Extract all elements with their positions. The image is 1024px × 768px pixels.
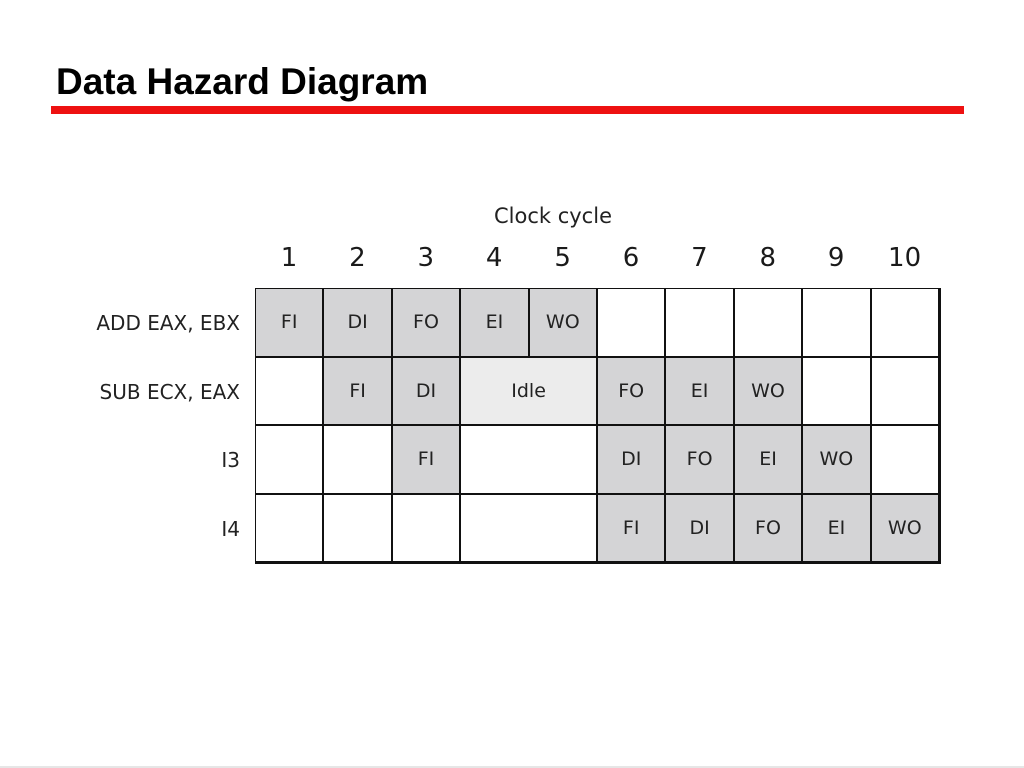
- stage-cell: DI: [323, 288, 391, 357]
- stage-cell: DI: [665, 494, 733, 563]
- stage-cell: WO: [802, 425, 870, 494]
- empty-cell: [871, 425, 939, 494]
- stage-cell: WO: [734, 357, 802, 426]
- empty-cell: [665, 288, 733, 357]
- cycle-number: 9: [827, 243, 845, 273]
- instruction-label: I4: [221, 516, 240, 541]
- empty-cell: [597, 288, 665, 357]
- stage-cell: FI: [392, 425, 460, 494]
- cycle-number: 3: [417, 243, 435, 273]
- stage-cell: EI: [734, 425, 802, 494]
- empty-cell: [734, 288, 802, 357]
- instruction-label: SUB ECX, EAX: [99, 379, 240, 404]
- empty-cell: [255, 425, 323, 494]
- stage-cell: EI: [665, 357, 733, 426]
- pipeline-grid: [255, 288, 941, 564]
- slide-title: Data Hazard Diagram: [56, 61, 429, 102]
- cycle-number: 2: [349, 243, 366, 273]
- stage-cell: EI: [802, 494, 870, 563]
- cycle-number: 7: [691, 243, 708, 273]
- stage-cell: FO: [734, 494, 802, 563]
- stage-cell: FI: [255, 288, 323, 357]
- empty-cell: [255, 357, 323, 426]
- cycle-number: 10: [888, 243, 922, 273]
- cycle-number: 4: [485, 243, 503, 273]
- empty-cell: [802, 288, 870, 357]
- stage-cell: WO: [529, 288, 597, 357]
- empty-cell: [255, 494, 323, 563]
- cycle-number: 8: [759, 243, 777, 273]
- instruction-label: ADD EAX, EBX: [96, 311, 240, 335]
- clock-cycle-caption: Clock cycle: [493, 204, 612, 228]
- empty-cell: [871, 288, 939, 357]
- stage-cell: DI: [597, 425, 665, 494]
- stage-cell: EI: [460, 288, 528, 357]
- empty-cell: [460, 494, 597, 563]
- empty-cell: [392, 494, 460, 563]
- stage-cell: WO: [871, 494, 939, 563]
- stage-cell: FO: [597, 357, 665, 426]
- idle-stage-cell: Idle: [460, 357, 597, 426]
- empty-cell: [323, 425, 391, 494]
- empty-cell: [871, 357, 939, 426]
- title-underline: [51, 106, 964, 114]
- stage-cell: FO: [392, 288, 460, 357]
- stage-cell: FI: [323, 357, 391, 426]
- empty-cell: [802, 357, 870, 426]
- cycle-number: 6: [622, 243, 640, 273]
- stage-cell: DI: [392, 357, 460, 426]
- cycle-number: 5: [554, 243, 571, 273]
- cycle-number: 1: [280, 243, 298, 273]
- stage-cell: FO: [665, 425, 733, 494]
- empty-cell: [460, 425, 597, 494]
- empty-cell: [323, 494, 391, 563]
- stage-cell: FI: [597, 494, 665, 563]
- instruction-label: I3: [221, 448, 240, 472]
